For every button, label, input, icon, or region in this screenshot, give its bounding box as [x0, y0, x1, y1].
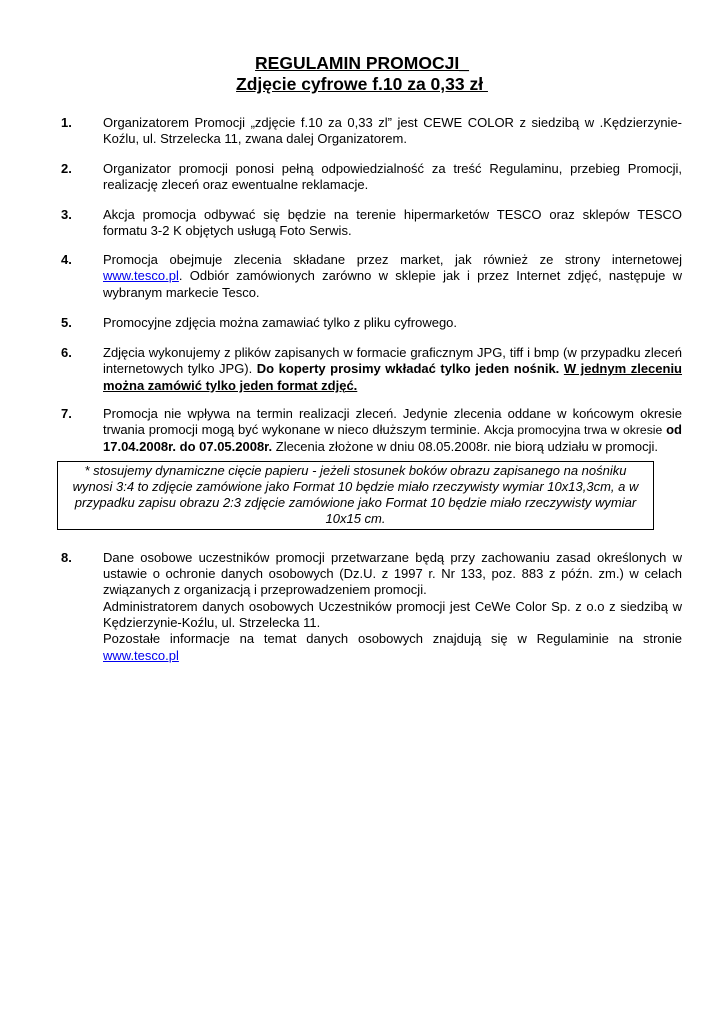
item-text: Organizator promocji ponosi pełną odpowiedzialność za treść Regulaminu, przebieg Promocji, realizację zleceń oraz ewentualne reklamacje.	[103, 161, 682, 193]
item-text-bold: Do koperty prosimy wkładać tylko jeden nośnik.	[256, 361, 560, 377]
item-text	[103, 406, 682, 455]
list-item	[61, 207, 682, 252]
item-text	[103, 550, 682, 664]
list-item	[61, 252, 682, 315]
item-number: 6.	[61, 345, 72, 360]
item-text-part: Promocja obejmuje zlecenia składane przez market, jak również ze strony internetowej	[103, 252, 682, 267]
list-item	[61, 406, 682, 455]
item-text: Organizatorem Promocji „zdjęcie f.10 za 0,33 zl” jest CEWE COLOR z siedzibą w .Kędzierzynie-Koźlu, ul. Strzelecka 11, zwana dalej Organizatorem.	[103, 115, 682, 147]
item-paragraph: Dane osobowe uczestników promocji przetwarzane będą przy zachowaniu zasad określonych w ustawie o ochronie danych osobowych (Dz.U. z 1997 r. Nr 133, poz. 883 z późn. zm.) w celach związanych z organizacją i przeprowadzeniem promocji.	[103, 549, 682, 598]
item-number: 3.	[61, 207, 72, 222]
item-text-part: . Odbiór zamówionych zarówno w sklepie jak i przez Internet zdjęć, następuje w wybranym markecie Tesco.	[103, 268, 682, 300]
tesco-link[interactable]: www.tesco.pl	[103, 268, 179, 284]
list-item	[61, 161, 682, 207]
item-text	[103, 345, 682, 406]
title-line-1: REGULAMIN PROMOCJI_	[255, 53, 469, 73]
item-number: 2.	[61, 161, 72, 176]
document-title	[0, 53, 724, 95]
list-item	[61, 345, 682, 406]
tesco-link[interactable]: www.tesco.pl	[103, 647, 179, 663]
item-text-part: Pozostałe informacje na temat danych osobowych znajdują się w Regulaminie na stronie	[103, 631, 682, 647]
item-text: Promocyjne zdjęcia można zamawiać tylko z pliku cyfrowego.	[103, 315, 458, 330]
item-text-part: Promocja nie wpływa na termin realizacji zleceń. Jedynie zlecenia oddane w końcowym okresie trwania promocji mogą być wykonane w nieco dłuższym terminie.	[103, 406, 682, 438]
item-text-part: Zlecenia złożone w dniu 08.05.2008r. nie biorą udziału w promocji.	[272, 438, 659, 454]
item-text-bold-underline: W jednym zleceniu można zamówić tylko jeden format zdjęć.	[103, 361, 683, 393]
regulation-list	[61, 115, 682, 664]
item-text-part: Zdjęcia wykonujemy z plików zapisanych w formacie graficznym JPG, tiff i bmp (w przypadku zleceń internetowych tylko JPG).	[103, 345, 682, 377]
list-item	[61, 115, 682, 161]
list-item	[61, 315, 682, 345]
item-number: 4.	[61, 252, 72, 267]
item-paragraph: Administratorem danych osobowych Uczestników promocji jest CeWe Color Sp. z o.o z siedzibą w Kędzierzynie-Koźlu, ul. Strzelecka 11.	[103, 598, 682, 631]
item-number: 7.	[61, 406, 72, 421]
paper-cut-note: * stosujemy dynamiczne cięcie papieru - jeżeli stosunek boków obrazu zapisanego na nośniku wynosi 3:4 to zdjęcie zamówione jako Format 10 będzie miało rzeczywisty wymiar 10x13,3cm, a w przypadku zapisu obrazu 2:3 zdjęcie zamówione jako Format 10 będzie miało rzeczywisty wymiar 10x15 cm.	[57, 461, 654, 530]
item-dates: od 17.04.2008r. do 07.05.2008r.	[103, 422, 682, 454]
title-line-2: Zdjęcie cyfrowe f.10 za 0,33 zł	[236, 74, 488, 94]
item-number: 8.	[61, 549, 72, 565]
item-number: 1.	[61, 115, 72, 130]
item-text	[103, 252, 682, 315]
list-item	[61, 550, 682, 664]
item-number: 5.	[61, 315, 72, 330]
item-text: Akcja promocja odbywać się będzie na terenie hipermarketów TESCO oraz sklepów TESCO formatu 3-2 K objętych usługą Foto Serwis.	[103, 207, 682, 239]
item-paragraph	[103, 631, 682, 664]
item-text-small: Akcja promocyjna trwa w okresie	[484, 423, 663, 438]
